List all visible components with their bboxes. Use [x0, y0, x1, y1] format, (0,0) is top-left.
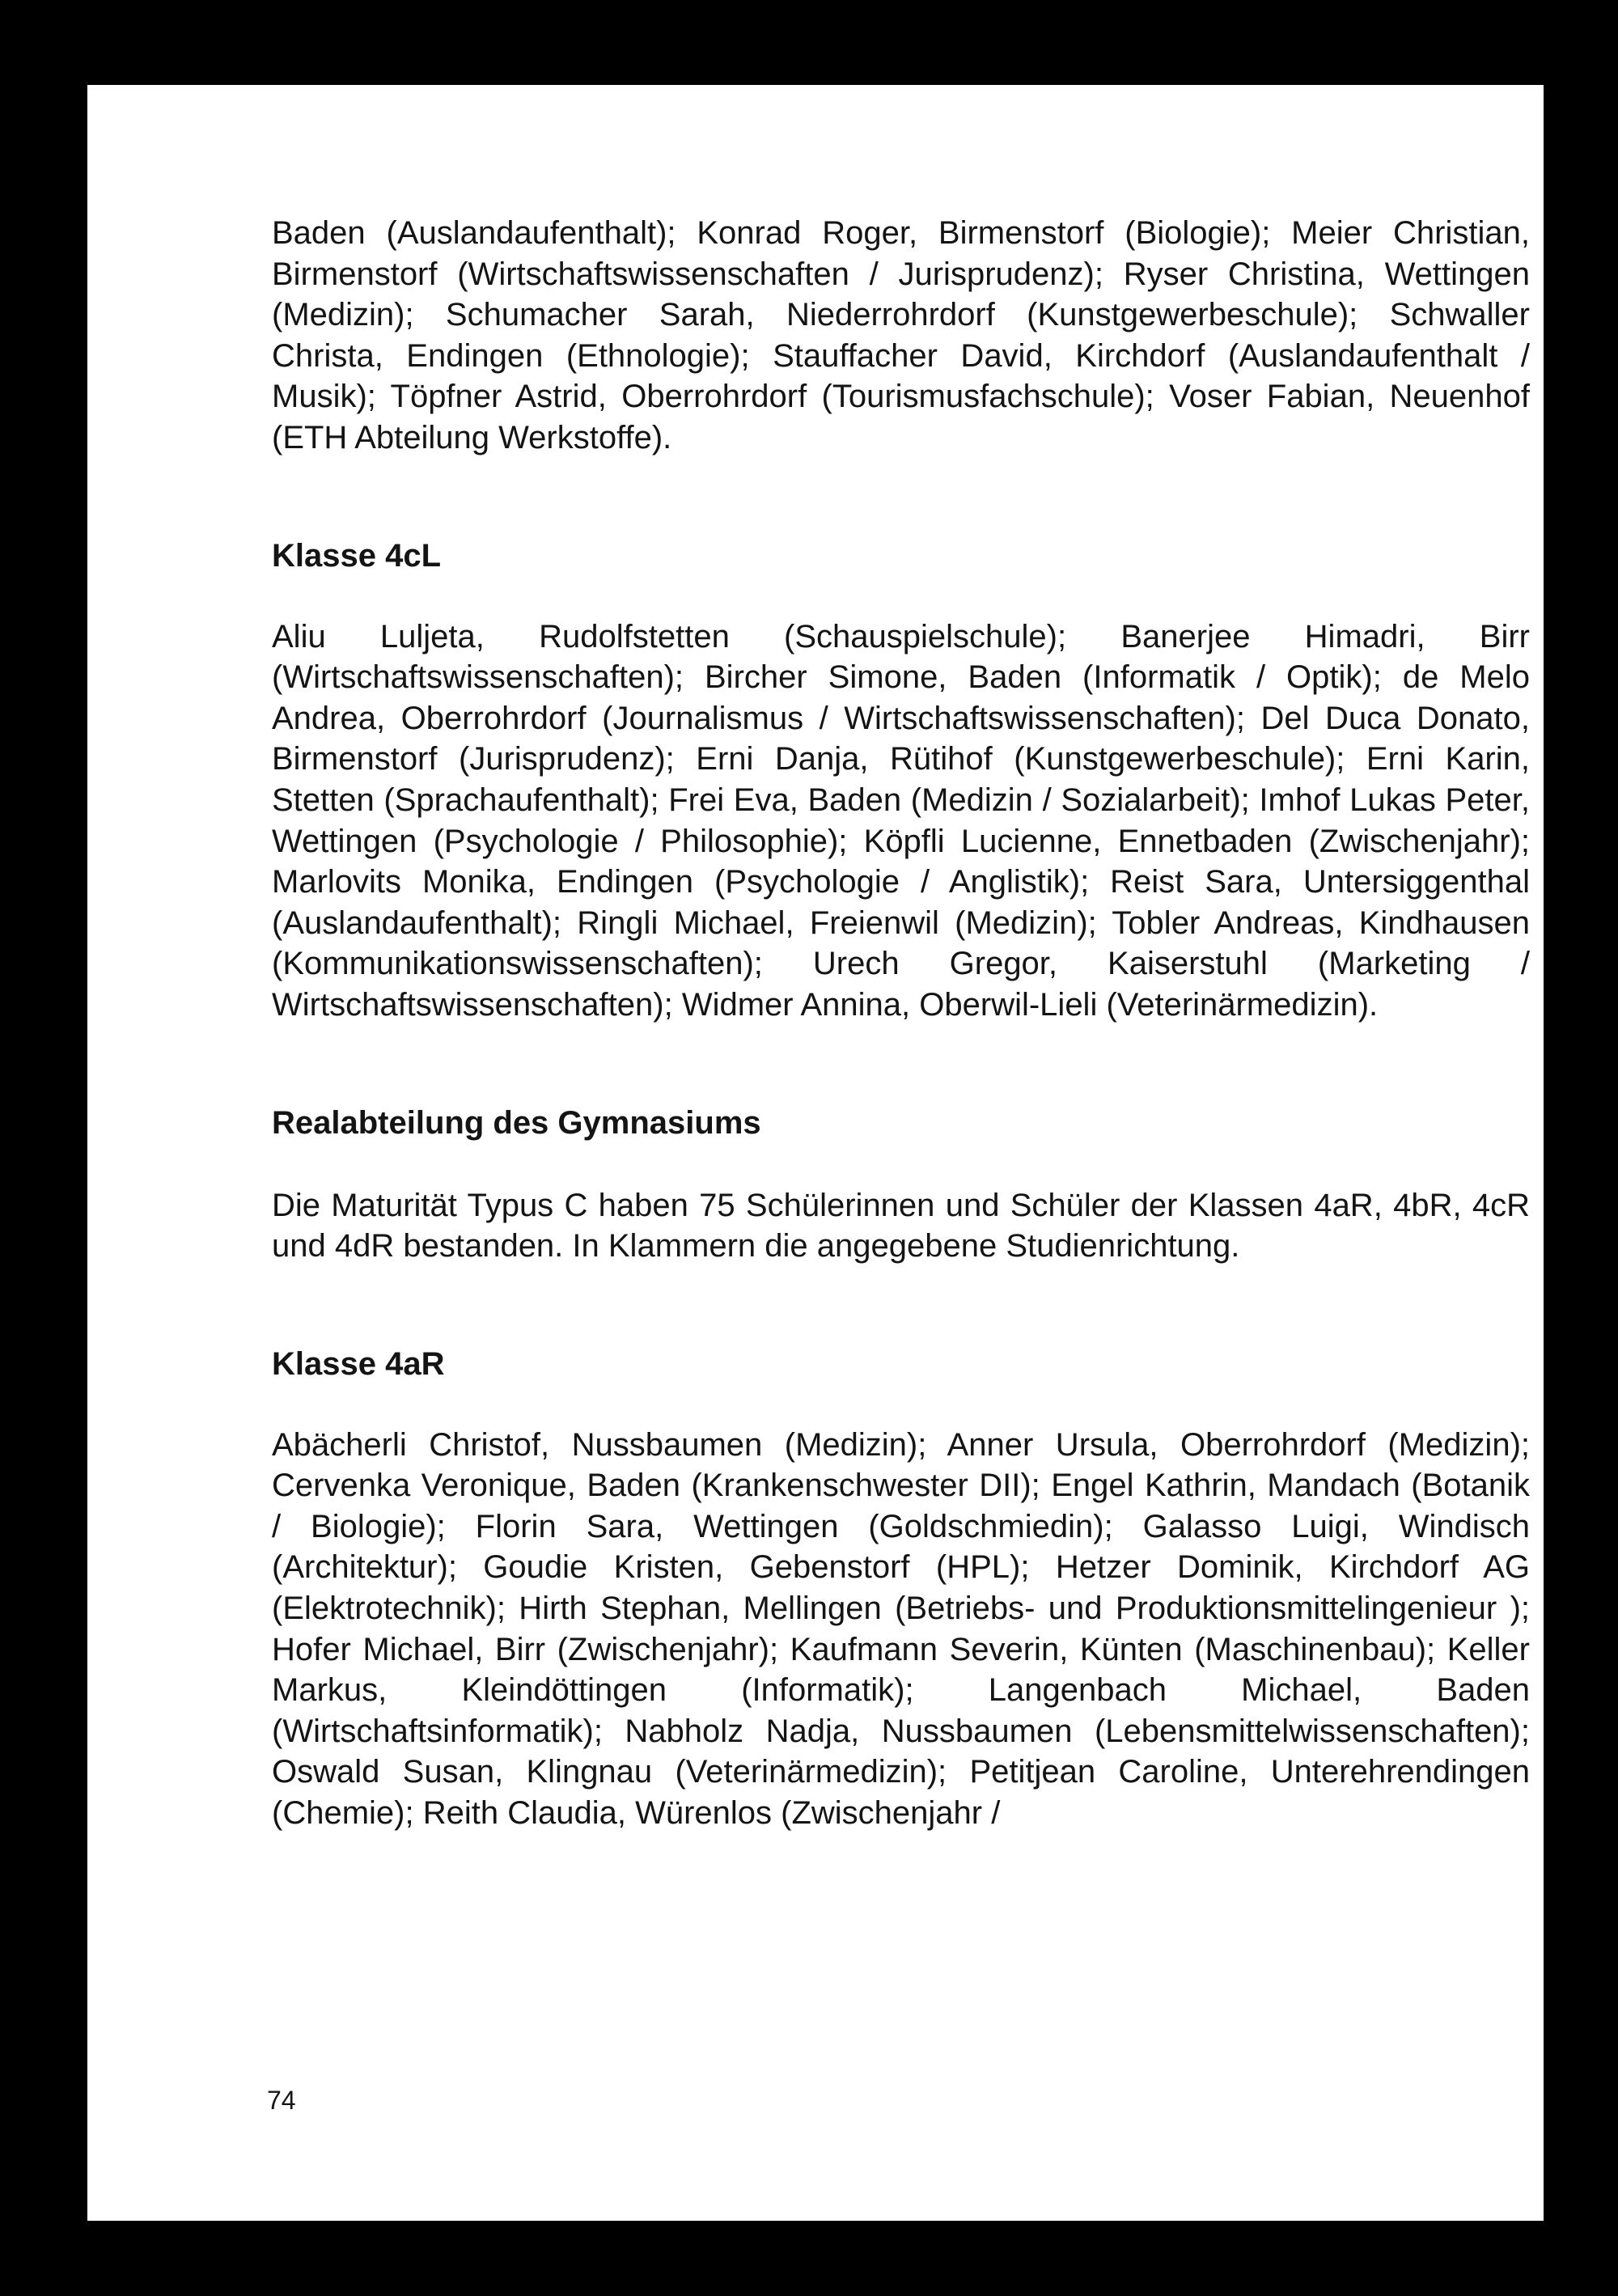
continued-student-list: Baden (Auslandaufenthalt); Konrad Roger, Birmenstorf (Biologie); Meier Christian, Birmenstorf (Wirtschaftswissenschaften / Jurisprudenz); Ryser Christina, Wettingen (Medizin); Schumacher Sarah, Niederrohrdorf (Kunstgewerbeschule); Schwaller Christa, Endingen (Ethnologie); Stauffacher David, Kirchdorf (Auslandaufenthalt / Musik); Töpfner Astrid, Oberrohrdorf (Tourismusfachschule); Voser Fabian, Neuenhof (ETH Abteilung Werkstoffe).	[272, 215, 1530, 455]
realabteilung-intro: Die Maturität Typus C haben 75 Schülerinnen und Schüler der Klassen 4aR, 4bR, 4cR und 4dR bestanden. In Klammern die angegebene Studienrichtung.	[272, 1187, 1530, 1264]
heading-klasse-4cl: Klasse 4cL	[272, 537, 442, 574]
student-list-4ar: Abächerli Christof, Nussbaumen (Medizin); Anner Ursula, Oberrohrdorf (Medizin); Cervenka Veronique, Baden (Krankenschwester DII); Engel Kathrin, Mandach (Botanik / Biologie); Florin Sara, Wettingen (Goldschmiedin); Galasso Luigi, Windisch (Architektur); Goudie Kristen, Gebenstorf (HPL); Hetzer Dominik, Kirchdorf AG (Elektrotechnik); Hirth Stephan, Mellingen (Betriebs- und Produktionsmittelingenieur ); Hofer Michael, Birr (Zwischenjahr); Kaufmann Severin, Künten (Maschinenbau); Keller Markus, Kleindöttingen (Informatik); Langenbach Michael, Baden (Wirtschaftsinformatik); Nabholz Nadja, Nussbaumen (Lebensmittelwissenschaften); Oswald Susan, Klingnau (Veterinärmedizin); Petitjean Caroline, Unterehrendingen (Chemie); Reith Claudia, Würenlos (Zwischenjahr /	[272, 1426, 1530, 1832]
page-content	[272, 213, 1530, 1834]
page-number: 74	[267, 2086, 296, 2115]
heading-klasse-4ar: Klasse 4aR	[272, 1345, 445, 1382]
heading-realabteilung: Realabteilung des Gymnasiums	[272, 1104, 761, 1141]
student-list-4cl: Aliu Luljeta, Rudolfstetten (Schauspielschule); Banerjee Himadri, Birr (Wirtschaftswissenschaften); Bircher Simone, Baden (Informatik / Optik); de Melo Andrea, Oberrohrdorf (Journalismus / Wirtschaftswissenschaften); Del Duca Donato, Birmenstorf (Jurisprudenz); Erni Danja, Rütihof (Kunstgewerbeschule); Erni Karin, Stetten (Sprachaufenthalt); Frei Eva, Baden (Medizin / Sozialarbeit); Imhof Lukas Peter, Wettingen (Psychologie / Philosophie); Köpfli Lucienne, Ennetbaden (Zwischenjahr); Marlovits Monika, Endingen (Psychologie / Anglistik); Reist Sara, Untersiggenthal (Auslandaufenthalt); Ringli Michael, Freienwil (Medizin); Tobler Andreas, Kindhausen (Kommunikationswissenschaften); Urech Gregor, Kaiserstuhl (Marketing / Wirtschaftswissenschaften); Widmer Annina, Oberwil-Lieli (Veterinärmedizin).	[272, 618, 1530, 1023]
